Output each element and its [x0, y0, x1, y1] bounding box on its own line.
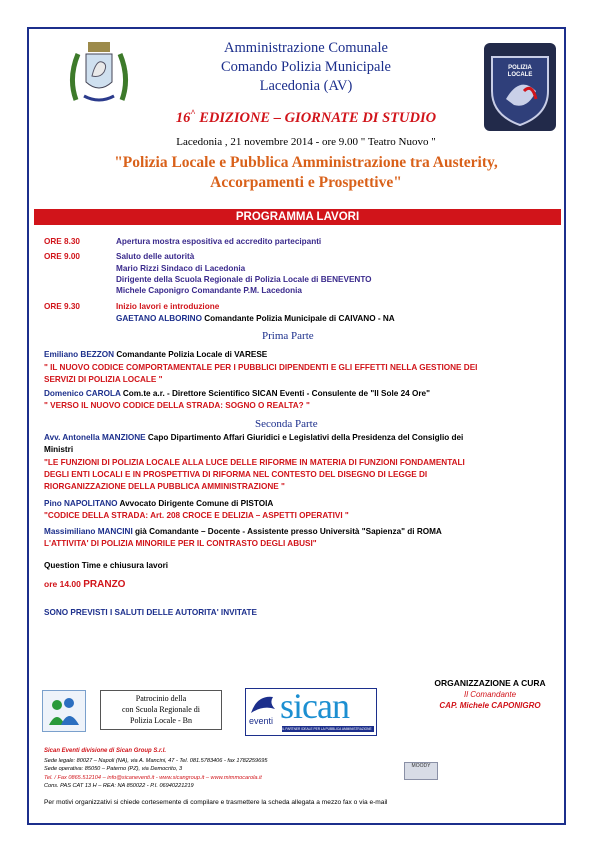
footer-note: Per motivi organizzativi si chiede cortesemente di compilare e trasmettere la scheda allegata a mezzo fax o via e-mail [44, 799, 388, 806]
lunch-line: ore 14.00 PRANZO [44, 579, 126, 590]
prima-parte-heading: Prima Parte [262, 330, 314, 342]
speaker-carola: Domenico CAROLA Com.te a.r. - Direttore Scientifico SICAN Eventi - Consulente de "Il Sole 24 Ore" [44, 389, 430, 398]
talk-manzione-1: "LE FUNZIONI DI POLIZIA LOCALE ALLA LUCE DELLE RIFORME IN MATERIA DI FUNZIONI FONDAMENTALI [44, 458, 465, 467]
talk-carola: " VERSO IL NUOVO CODICE DELLA STRADA: SOGNO O REALTA? " [44, 401, 310, 410]
patrocinio-line-1: Patrocinio della [135, 694, 187, 703]
patrocinio-box [100, 690, 222, 730]
footer-line-4: Cons. PAS CAT 13 H – REA: NA 850022 - P.I. 06940221219 [44, 782, 194, 789]
header-line-1: Amministrazione Comunale [224, 40, 388, 56]
item-830: Apertura mostra espositiva ed accredito partecipanti [116, 237, 322, 246]
moody-cert-icon [404, 762, 438, 780]
saluto-2: Dirigente della Scuola Regionale di Polizia Locale di BENEVENTO [116, 275, 372, 284]
talk-bezzon-1: " IL NUOVO CODICE COMPORTAMENTALE PER I PUBBLICI DIPENDENTI E GLI EFFETTI NELLA GESTIONE DEI [44, 363, 478, 372]
org-name: CAP. Michele CAPONIGRO [439, 701, 541, 710]
scuola-logo-icon [42, 690, 86, 732]
org-heading: ORGANIZZAZIONE A CURA [434, 678, 546, 688]
sican-tagline: IL PARTNER IDEALE PER LA PUBBLICA AMMINISTRAZIONE [282, 726, 374, 732]
org-role: Il Comandante [463, 690, 517, 699]
edition-heading: 16^ EDIZIONE – GIORNATE DI STUDIO [175, 108, 437, 126]
moody-label: MOODY [411, 763, 431, 769]
talk-napolitano: "CODICE DELLA STRADA: Art. 208 CROCE E DELIZIA – ASPETTI OPERATIVI " [44, 511, 349, 520]
sican-wordmark: sican [280, 686, 349, 726]
talk-manzione-2: DEGLI ENTI LOCALI E IN PROSPETTIVA DI RIFORMA NEL CONTESTO DEL DISEGNO DI LEGGE DI [44, 470, 428, 479]
time-900: ORE 9.00 [44, 252, 80, 261]
speaker-mancini: Massimiliano MANCINI già Comandante – Docente - Assistente presso Università "Sapienza" di ROMA [44, 527, 442, 536]
talk-bezzon-2: SERVIZI DI POLIZIA LOCALE " [44, 375, 163, 384]
footer-company: Sican Eventi divisione di Sican Group S.r.l. [44, 748, 167, 754]
sican-logo [245, 688, 377, 736]
sican-eventi-label: eventi [249, 716, 274, 726]
programma-label: PROGRAMMA LAVORI [235, 211, 360, 223]
item-930: Inizio lavori e introduzione [116, 302, 220, 311]
talk-manzione-3: RIORGANIZZAZIONE DELLA PUBBLICA AMMINISTRAZIONE " [44, 482, 285, 491]
talk-mancini: L'ATTIVITA' DI POLIZIA MINORILE PER IL CONTRASTO DEGLI ABUSI" [44, 539, 317, 548]
intro-speaker: GAETANO ALBORINO Comandante Polizia Municipale di CAIVANO - NA [116, 314, 395, 323]
footer-line-3: Tel. / Fax 0865.512104 – info@sicaneventi.it - www.sicangroup.it – www.mimmocarola.it [44, 774, 262, 781]
badge-text: POLIZIA LOCALE [507, 65, 533, 78]
saluti-note: SONO PREVISTI I SALUTI DELLE AUTORITA' INVITATE [44, 608, 258, 617]
item-900: Saluto delle autorità [116, 252, 195, 261]
question-time: Question Time e chiusura lavori [44, 561, 169, 570]
header-line-3: Lacedonia (AV) [259, 78, 353, 94]
time-930: ORE 9.30 [44, 302, 80, 311]
footer-line-2: Sede operativa: 85050 – Paterno (PZ), via Democrito, 3 [44, 766, 183, 773]
speaker-bezzon: Emiliano BEZZON Comandante Polizia Locale di VARESE [44, 350, 268, 359]
time-830: ORE 8.30 [44, 237, 80, 246]
speaker-manzione: Avv. Antonella MANZIONE Capo Dipartimento Affari Giuridici e Legislativi della Presidenza del Consiglio dei [44, 433, 464, 442]
footer-line-1: Sede legale: 80027 – Napoli (NA), via A. Mancini, 47 - Tel. 081.5783406 - fax 1782259695 [44, 758, 268, 764]
patrocinio-line-2: con Scuola Regionale di [122, 705, 200, 714]
header-line-2: Comando Polizia Municipale [221, 59, 391, 75]
patrocinio-line-3: Polizia Locale - Bn [130, 716, 192, 725]
date-line: Lacedonia , 21 novembre 2014 - ore 9.00 " Teatro Nuovo " [176, 136, 436, 148]
saluto-3: Michele Caponigro Comandante P.M. Lacedonia [116, 286, 302, 295]
sican-horse-icon [249, 693, 279, 715]
municipal-crest-icon [66, 38, 132, 108]
event-title-line-1: "Polizia Locale e Pubblica Amministrazione tra Austerity, [114, 154, 498, 171]
seconda-parte-heading: Seconda Parte [255, 418, 318, 430]
saluto-1: Mario Rizzi Sindaco di Lacedonia [116, 264, 246, 273]
event-title-line-2: Accorpamenti e Prospettive" [210, 174, 402, 191]
speaker-napolitano: Pino NAPOLITANO Avvocato Dirigente Comune di PISTOIA [44, 499, 274, 508]
speaker-manzione-2: Ministri [44, 445, 74, 454]
